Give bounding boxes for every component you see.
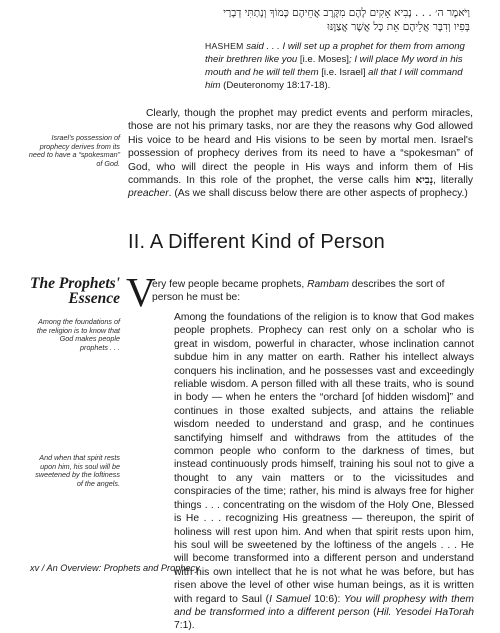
- hebrew-verse: וַיֹּאמֶר ה׳ . . . נָבִיא אָקִים לָהֶם מִקֶּרֶב אֲחֵיהֶם כָּמוֹךָ וְנָתַתִּי דְבָרַי בְּפִיו וְדִבֶּר אֲלֵיהֶם אֵת כָּל אֲשֶׁר אֲצַוֶּנּוּ: [223, 7, 470, 33]
- translation-bracket-2: [i.e. Israel]: [321, 67, 366, 78]
- margin-note-spirit: And when that spirit rests upon him, his soul will be sweetened by the loftiness of the angels.: [35, 453, 120, 488]
- paragraph-prophet-role: [128, 107, 473, 201]
- block-quote-reference-rest: 10:6):: [310, 593, 344, 605]
- translation-text-3: all that I will command him: [205, 67, 463, 91]
- side-heading: The Prophets' Essence: [30, 275, 120, 307]
- paragraph1-text-3: . (As we shall discuss below there are other aspects of prophecy.): [168, 188, 468, 200]
- section-heading: II. A Different Kind of Person: [128, 231, 385, 253]
- translation-text-1: said . . . I will set up a prophet for them from among their brethren like you: [205, 41, 465, 65]
- margin-note-spokesman: Israel's possession of prophecy derives from its need to have a “spokesman” of God.: [28, 133, 120, 168]
- margin-note-foundations: Among the foundations of the religion is to know that God makes people prophets . . .: [36, 317, 120, 352]
- translation-bracket-1: [i.e. Moses]: [299, 54, 349, 65]
- block-quote-source-open: (: [369, 606, 377, 618]
- intro-paragraph: [152, 278, 474, 305]
- translation-text-2: ; I will place My word in his mouth and he will tell them: [205, 54, 463, 78]
- paragraph1-text-1: Clearly, though the prophet may predict events and perform miracles, those are not his primary tasks, nor are they the reasons why God allowed His voice to be heard and His visions to be seen by mortal men. Israel's possession of prophecy derives from its need to have a “spokesman” of God, who will direct the people in His ways and inform them of His commands. In this role of the prophet, the verse calls him: [128, 108, 473, 187]
- block-quote-source: Hil. Yesodei HaTorah: [376, 606, 474, 618]
- block-quote-source-close: 7:1).: [174, 620, 195, 632]
- intro-text-1: ery few people became prophets,: [152, 279, 308, 290]
- block-quote-reference: I Samuel: [269, 593, 311, 605]
- drop-cap: V: [126, 269, 156, 315]
- intro-text-2: describes the sort of person he must be:: [152, 279, 445, 304]
- paragraph1-italic-word: preacher: [128, 188, 169, 200]
- page-footer: xv / An Overview: Prophets and Prophecy: [30, 563, 200, 573]
- hebrew-word-navi: נָבִיא: [415, 174, 434, 187]
- divine-name: HASHEM: [205, 41, 244, 51]
- verse-translation: [205, 40, 475, 92]
- rambam-name: Rambam: [307, 279, 349, 290]
- rambam-block-quote: [174, 311, 474, 633]
- verse-citation: (Deuteronomy 18:17-18).: [223, 80, 331, 91]
- block-quote-text: Among the foundations of the religion is to know that God makes people prophets. Prophecy can rest only on a scholar who is great in wisdom, powerful in character, whose inclination cannot subdue him in any matter on earth. Rather his intellect always conquers his inclination, and he possesses vast and exceedingly reliable wisdom. A person filled with all these traits, who is sound in body — when he enters the “orchard [of hidden wisdom]” and continues in those exalted subjects, and attains the reliable wisdom needed to understand and grasp, and he continues sanctifying himself and withdraws from the attitudes of the common people who conform to the darkness of times, but instead continuously prods himself, training his soul not to give a thought to any vain matters or to the vicissitudes and conspiracies of the time; rather, his mind is always free for higher things . . . concentrating on the wisdom of the Holy One, Blessed is He . . . recognizing His greatness — thereupon, the spirit of holiness will rest upon him. And when that spirit rests upon him, his soul will be sweetened by the loftiness of the angels . . . He will become transformed into a different person and understand with his own intellect that he is not what he was before, but has risen above the level of other wise human beings, as it is written with regard to Saul (: [174, 312, 474, 605]
- paragraph1-text-2: , literally: [433, 175, 474, 187]
- block-quote-inner-quote: You will prophesy with them and be transformed into a different person: [174, 593, 474, 618]
